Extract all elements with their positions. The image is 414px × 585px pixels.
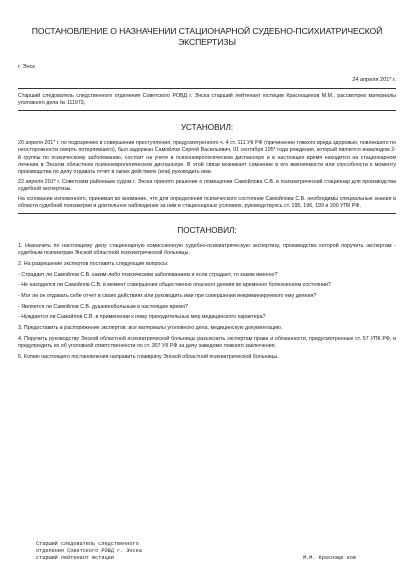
established-section	[18, 110, 396, 210]
signature-name: М.М. Красноще ков	[303, 554, 356, 561]
resolved-item: 4. Поручить руководству Энской областной психиатрической больницы разъяснить экспертам права и обязанности, предусмотренные ст. 57 УПК РФ, и предупредить их об уголовной ответственности по ст. 307 УК РФ за дачу заведомо ложного заключения.	[18, 335, 396, 349]
signature-position-line-1: Старший следователь следственного	[36, 541, 139, 547]
signature-position-line-2: отделения Советского РОВД г. Энска	[36, 547, 142, 554]
resolved-section	[18, 213, 396, 360]
signature-block	[36, 541, 376, 561]
document-date: 24 апреля 201* г.	[352, 77, 396, 84]
established-heading: УСТАНОВИЛ:	[180, 123, 234, 133]
document-city: г. Энск	[18, 64, 35, 70]
established-paragraph-3: На основании изложенного, принимая во внимание, что для определения психического состояния Самойлова С.В. необходимы специальные знания в области судебной психиатрии и длительное наблюдение за ним в стационарных условиях, руководствуясь ст. 195, 196, 199 и 200 УПК РФ,	[18, 196, 396, 210]
resolved-item: - Не находился ли Самойлов С.В. в момент совершения общественно опасного деяния во временно болезненном состоянии?	[18, 282, 331, 289]
intro-section	[18, 88, 396, 107]
resolved-item: 1. Назначить по настоящему делу стационарную комиссионную судебно-психиатрическую экспертизу, производство которой поручить экспертам - судебным психиатрам Энской областной психиатрической больницы.	[18, 243, 396, 257]
resolved-item: - Мог ли он отдавать себе отчет в своих действиях или руководить ими при совершении инкриминируемого ему деяния?	[18, 293, 317, 300]
document-page	[18, 26, 396, 364]
resolved-item: 2. На разрешение экспертов поставить следующие вопросы:	[18, 261, 169, 267]
established-paragraph-1: 20 апреля 201* г. по подозрению в совершении преступления, предусмотренного ч. 4 ст. 111 УК РФ (причинение тяжкого вреда здоровью, повлекшего по неосторожности смерть потерпевшего), был задержан Самойлов Сергей Васильевич, 01 сентября 195* года рождения, который является инвалидом 2-й группы по психическому заболеванию, состоит на учете в психоневрологическом диспансере и в настоящее время находится на стационарном лечении в Энском областном психоневрологическом диспансере. В этой связи возникает сомнение в его вменяемости или способности к моменту производства по делу отдавать отчет в своих действиях (или) руководить ими.	[18, 140, 396, 175]
resolved-heading: ПОСТАНОВИЛ:	[177, 226, 237, 236]
resolved-item: - Нуждается ли Самойлов С.В. в применении к нему принудительных мер медицинского характера?	[18, 314, 266, 321]
established-paragraph-2: 22 апреля 201* г. Советским районным судом г. Энска принято решение о помещении Самойлова С.В. в психиатрический стационар для производства судебной экспертизы.	[18, 178, 396, 192]
resolved-item: - Является ли Самойлов С.В. душевнобольным в настоящее время?	[18, 303, 188, 310]
resolved-item: 5. Копию настоящего постановления направить главврачу Энской областной психиатрической больницы.	[18, 353, 279, 360]
resolved-item: - Страдает ли Самойлов С.В. каким-либо психическим заболеванием и если страдает, то каким именно?	[18, 271, 278, 278]
signature-position-line-3: старший лейтенант юстиции	[36, 554, 114, 561]
resolved-list	[18, 243, 396, 360]
document-title: ПОСТАНОВЛЕНИЕ О НАЗНАЧЕНИИ СТАЦИОНАРНОЙ СУДЕБНО-ПСИХИАТРИЧЕСКОЙ ЭКСПЕРТИЗЫ	[31, 26, 383, 47]
intro-paragraph: Старший следователь следственного отделения Советского РОВД г. Энска старший лейтенант юстиции Краснощеков М.М., рассмотрев материалы уголовного дела № 111973,	[18, 93, 396, 107]
resolved-item: 3. Предоставить в распоряжение экспертов: все материалы уголовного дела, медицинскую документацию.	[18, 325, 283, 332]
